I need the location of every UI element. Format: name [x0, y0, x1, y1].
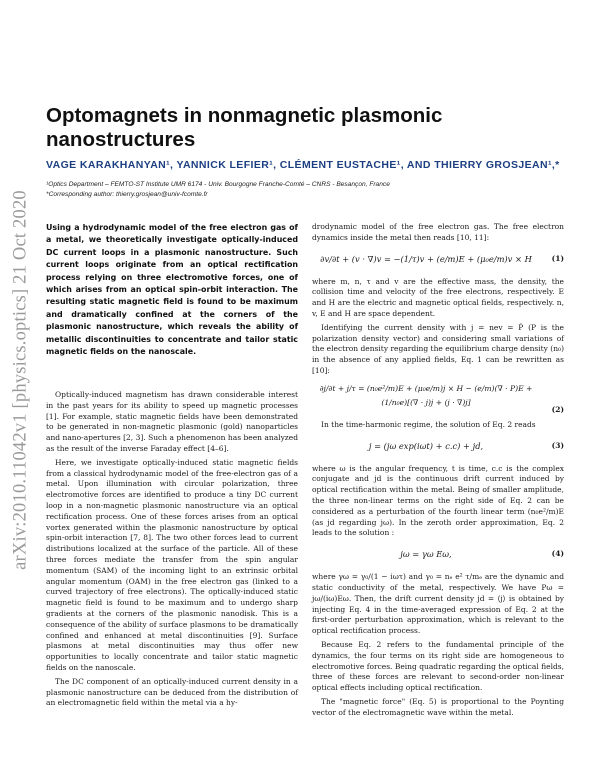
equation-number: (3)	[551, 440, 564, 450]
equation-number: (4)	[551, 549, 564, 559]
paper-title: Optomagnets in nonmagnetic plasmonic nanostructures	[46, 104, 443, 151]
equation-1	[312, 247, 564, 273]
paragraph: drodynamic model of the free electron gas. The free electron dynamics inside the metal then reads [10, 11]:	[312, 222, 564, 242]
equation-number: (1)	[551, 253, 564, 263]
paragraph: In the time-harmonic regime, the solution of Eq. 2 reads	[321, 419, 536, 429]
arxiv-stamp	[4, 160, 38, 600]
paragraph: The DC component of an optically-induced current density in a plasmonic nanostructure can be deduced from the distribution of an electromagnetic field within the metal via a hy-	[46, 676, 298, 708]
arxiv-stamp-text: arXiv:2010.11042v1 [physics.optics] 21 Oct 2020	[10, 190, 31, 570]
equation-body: j = (jω exp(iωt) + c.c) + jd,	[368, 440, 484, 451]
affiliation-1: ¹Optics Department – FEMTO-ST Institute UMR 6174 - Univ. Bourgogne Franche-Comté – CNRS - Besançon, France	[46, 181, 390, 188]
paragraph: where ω is the angular frequency, t is time, c.c is the complex conjugate and jd is the continuous drift current induced by optical rectification within the metal. Being of smaller amplitude, the three non-linear terms on the right side of Eq. 2 can be considered as a perturbation of the fourth linear term (n₀e²/m)E (as jd regarding jω). In the zeroth order approximation, Eq. 2 leads to the solution :	[312, 463, 564, 538]
left-column	[46, 390, 298, 712]
authors: VAGE KARAKHANYAN¹, YANNICK LEFIER¹, CLÉMENT EUSTACHE¹, AND THIERRY GROSJEAN¹,*	[46, 159, 560, 171]
equation-number: (2)	[551, 404, 564, 414]
paragraph: where γω = γ₀/(1 − iωτ) and γ₀ = nₑ e² τ/mₑ are the dynamic and static conductivity of the metal, respectively. We have Pω = jω/(iω)Eω. Then, the drift current density jd = ⟨j⟩ is obtained by injecting Eq. 4 in the time-averaged expression of Eq. 2 at the first-order perturbation approximation, which is relevant to the optical rectification process.	[312, 572, 564, 636]
corresponding-author: *Corresponding author: thierry.grosjean@univ-fcomte.fr	[46, 190, 208, 198]
paragraph: Because Eq. 2 refers to the fundamental principle of the dynamics, the four terms on its right side are homogeneous to electromotive forces. Being quadratic regarding the optical fields, three of these forces are relevant to second-order non-linear optical effects including optical rectification.	[312, 639, 564, 693]
equation-3	[312, 434, 564, 460]
paragraph: Identifying the current density with j = nev = Ṗ (P is the polarization density vector) and considering small variations of the electron density regarding the equilibrium charge density (n₀) in the absence of any applied fields, Eq. 1 can be rewritten as [10]:	[312, 322, 564, 375]
abstract: Using a hydrodynamic model of the free electron gas of a metal, we theoretically investigate optically-induced DC current loops in a plasmonic nanostructure. Such current loops originate from an optical rectification process relying on three electromotive forces, one of which arises from an optical spin-orbit interaction. The resulting static magnetic field is found to be maximum and dramatically confined at the corners of the plasmonic nanostructure, which reveals the ability of metallic discontinuities to concentrate and tailor static magnetic fields on the nanoscale.	[46, 223, 298, 357]
equation-body: ∂j/∂t + j/τ = (n₀e²/m)E + (μ₀e/m)j × H − (e/m)(∇ · P)E + (1/n₀e)[(∇ · j)j + (j · ∇)j]	[319, 383, 533, 407]
paragraph: where m, n, τ and v are the effective mass, the density, the collision time and velocity of the free electrons, respectively. E and H are the electric and magnetic optical fields, respectively. n, v, E and H are space dependent.	[312, 276, 564, 318]
affiliations	[46, 180, 566, 199]
paragraph: Optically-induced magnetism has drawn considerable interest in the past years for its ability to speed up magnetic processes [1]. For example, static magnetic fields have been demonstrated to be generated in non-magnetic plasmonic (gold) nanoparticles and nano-apertures [2, 3]. Such a phenomenon has been analyzed as the result of the inverse Faraday effect [4–6].	[46, 390, 298, 453]
equation-body: ∂v/∂t + (v · ∇)v = −(1/τ)v + (e/m)E + (μ₀e/m)v × H	[320, 253, 532, 264]
equation-4	[312, 542, 564, 568]
equation-body: jω = γω Eω,	[400, 549, 452, 560]
paragraph: Here, we investigate optically-induced static magnetic fields from a classical hydrodynamic model of the free-electron gas of a metal. Upon illumination with circular polarization, three electromotive forces are identified to produce a tiny DC current loop in a non-magnetic plasmonic nanostructure via an optical rectification process. One of these forces arises from an optical vortex generated within the plasmonic nanostructure by optical spin-orbit interaction [7, 8]. The two other forces lead to current distributions localized at the surface of the particle. All of these three forces mediate the transfer from the spin angular momentum (SAM) of the incoming light to an extrinsic orbital angular momentum (OAM) in the free electron gas (linked to a curved trajectory of free electrons). The optically-induced static magnetic field is found to be maximum and to undergo sharp gradients at the corners of the plasmonic nanodisk. This is a consequence of the ability of surface plasmons to be dramatically confined and enhanced at metal discontinuities [9]. Surface plasmons at metal discontinuities may thus offer new opportunities to locally concentrate and tailor static magnetic fields on the nanoscale.	[46, 457, 298, 672]
paragraph: The "magnetic force" (Eq. 5) is proportional to the Poynting vector of the electromagnetic wave within the metal.	[312, 696, 564, 717]
right-column	[312, 222, 564, 722]
equation-2	[312, 380, 564, 416]
